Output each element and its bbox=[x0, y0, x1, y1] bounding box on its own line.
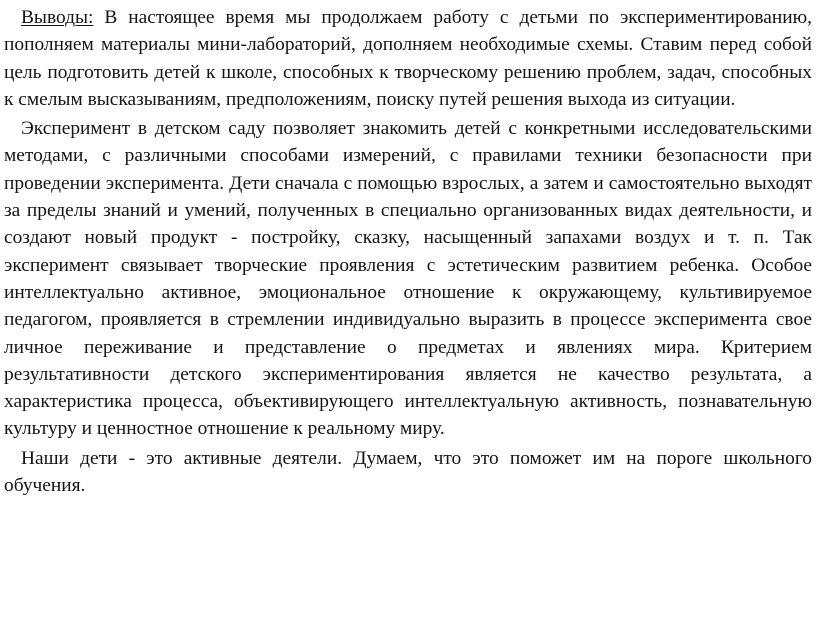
experiment-paragraph: Эксперимент в детском саду позволяет знакомить детей с конкретными исследовательскими методами, с различными способами измерений, с правилами техники безопасности при проведении эксперимента. Дети сначала с помощью взрослых, а затем и самостоятельно выходят за пределы знаний и умений, полученных в специально организованных видах деятельности, и создают новый продукт - постройку, сказку, насыщенный запахами воздух и т. п. Так эксперимент связывает творческие проявления с эстетическим развитием ребенка. Особое интеллектуально активное, эмоциональное отношение к окружающему, культивируемое педагогом, проявляется в стремлении индивидуально выразить в процессе эксперимента свое личное переживание и представление о предметах и явлениях мира. Критерием результативности детского экспериментирования является не качество результата, а характеристика процесса, объективирующего интеллектуальную активность, познавательную культуру и ценностное отношение к реальному миру. bbox=[4, 118, 812, 440]
closing-paragraph: Наши дети - это активные деятели. Думаем, что это поможет им на пороге школьного обучения. bbox=[4, 447, 812, 497]
conclusions-paragraph bbox=[4, 4, 812, 113]
conclusions-text: В настоящее время мы продолжаем работу с детьми по экспериментированию, пополняем материалы мини-лабораторий, дополняем необходимые схемы. Ставим перед собой цель подготовить детей к школе, способных к творческому решению проблем, задач, способных к смелым высказываниям, предположениям, поиску путей решения выхода из ситуации. bbox=[4, 7, 812, 110]
conclusions-label: Выводы: bbox=[21, 7, 94, 28]
